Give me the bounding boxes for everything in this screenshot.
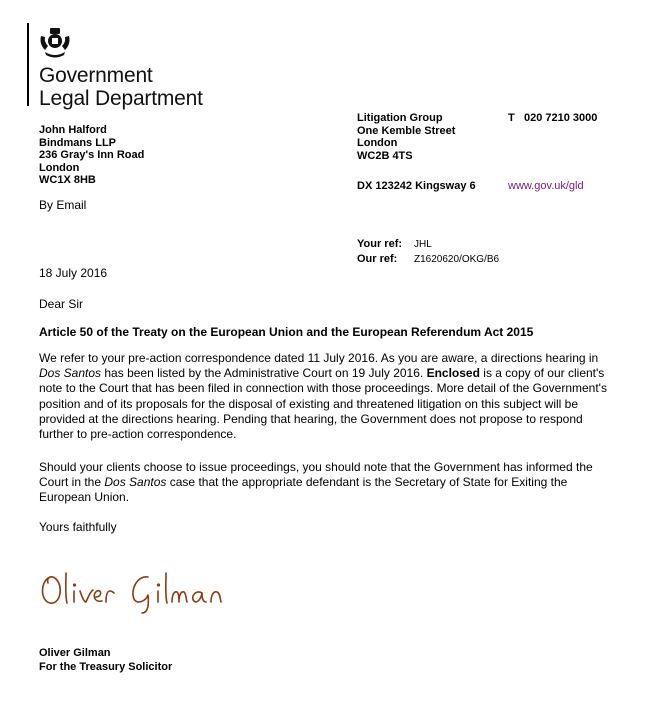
sender-group: Litigation Group [357, 112, 443, 124]
body-paragraph-1 [39, 351, 619, 442]
salutation: Dear Sir [39, 297, 84, 311]
org-name-line2: Legal Department [39, 87, 203, 110]
p1-enclosed: Enclosed [426, 366, 480, 381]
body-paragraph-2 [39, 460, 619, 506]
reference-block [357, 237, 499, 267]
sender-website-link[interactable]: www.gov.uk/gld [508, 180, 584, 192]
phone-number: 020 7210 3000 [524, 112, 598, 124]
handwritten-signature [36, 565, 251, 615]
sender-phone [508, 112, 597, 124]
recipient-street: 236 Gray's Inn Road [39, 149, 145, 161]
our-ref-value: Z1620620/OKG/B6 [414, 254, 500, 265]
subject-heading: Article 50 of the Treaty on the European Union and the European Referendum Act 2015 [39, 325, 534, 339]
sender-dx: DX 123242 Kingsway 6 [357, 180, 476, 192]
signatory-block [39, 646, 172, 674]
letterhead-rule [27, 23, 29, 106]
recipient-address [39, 124, 144, 187]
p1-text-a: We refer to your pre-action correspondence dated 11 July 2016. As you are aware, a directions hearing in [39, 351, 599, 365]
sender-city: London [357, 137, 398, 149]
signatory-title: For the Treasury Solicitor [39, 661, 173, 673]
letter-date: 18 July 2016 [39, 266, 108, 280]
p1-case-name: Dos Santos [39, 366, 102, 381]
org-name-line1: Government [39, 64, 153, 87]
sender-street: One Kemble Street [357, 124, 456, 137]
sender-postcode: WC2B 4TS [357, 149, 413, 162]
p1-text-b: has been listed by the Administrative Court on 19 July 2016. [101, 366, 427, 381]
your-ref-label: Your ref: [357, 238, 403, 250]
p2-text-b: case that the appropriate defendant is the Secretary of State for Exiting the European Union. [39, 475, 568, 505]
organization-wordmark [39, 64, 203, 110]
closing: Yours faithfully [39, 520, 117, 534]
recipient-postcode: WC1X 8HB [39, 174, 96, 186]
recipient-name: John Halford [39, 124, 107, 136]
royal-crest-icon [37, 26, 73, 60]
sender-address [357, 112, 455, 162]
p2-case-name: Dos Santos [104, 475, 167, 490]
phone-label: T [508, 112, 515, 124]
p2-text-a: Should your clients choose to issue proceedings, you should note that the Government has informed the Court in the [39, 460, 593, 490]
signatory-name: Oliver Gilman [39, 647, 111, 659]
p1-text-c: is a copy of our client's note to the Court that has been filed in connection with those proceedings. More detail of the Government's position and of its proposals for the disposal of existing and threatened litigation on this subject will be provided at the directions hearing. Pending that hearing, the Government does not propose to respond further to pre-action correspondence. [39, 366, 607, 442]
recipient-city: London [39, 161, 80, 174]
your-ref-value: JHL [414, 239, 432, 250]
delivery-method: By Email [39, 198, 87, 212]
recipient-firm: Bindmans LLP [39, 136, 117, 149]
our-ref-label: Our ref: [357, 253, 398, 265]
